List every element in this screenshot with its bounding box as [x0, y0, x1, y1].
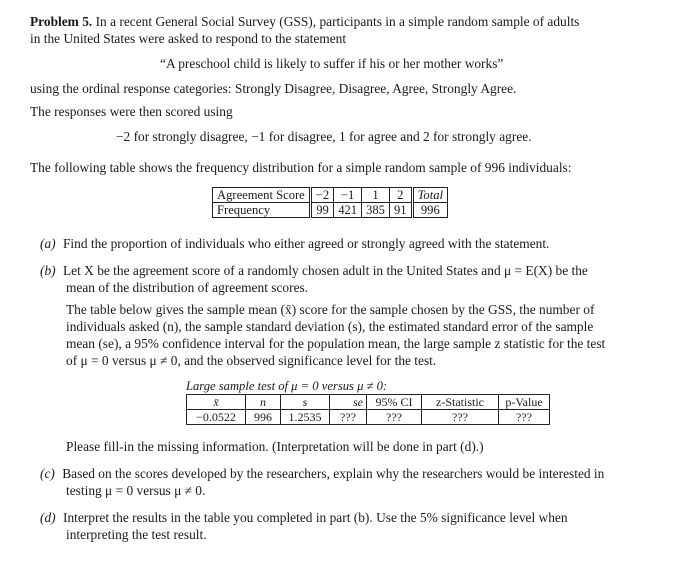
value-cell: 1.2535 [281, 410, 330, 425]
part-b-para-4: of μ = 0 versus μ ≠ 0, and the observed significance level for the test. [66, 353, 437, 368]
frequency-cell: 99 [310, 203, 333, 218]
frequency-cell: 385 [362, 203, 390, 218]
problem-intro-line-2: in the United States were asked to respond to the statement [30, 31, 347, 46]
part-b-para-3: mean (se), a 95% confidence interval for the population mean, the large sample z statistic for the test [66, 336, 606, 351]
fill-in-instruction: Please fill-in the missing information. (Interpretation will be done in part (d).) [66, 439, 484, 454]
total-cell: 996 [412, 203, 447, 218]
score-header: Agreement Score [213, 188, 311, 203]
total-header: Total [412, 188, 447, 203]
part-b-text-1: Let X be the agreement score of a randomly chosen adult in the United States and μ = E(X) be the [62, 263, 588, 278]
score-cell: 1 [362, 188, 390, 203]
header-cell: n [246, 395, 281, 410]
header-cell: s [281, 395, 330, 410]
problem-intro-text-1: In a recent General Social Survey (GSS), participants in a simple random sample of adults [95, 14, 580, 29]
frequency-table-count-row [213, 203, 448, 218]
scoring-intro-line: The responses were then scored using [30, 104, 233, 119]
frequency-table-score-row [213, 188, 448, 203]
part-a-label: (a) [40, 236, 56, 251]
header-cell: x̄ [187, 395, 246, 410]
score-cell: −1 [334, 188, 362, 203]
part-c-text-1: Based on the scores developed by the researchers, explain why the researchers would be interested in [62, 466, 605, 481]
frequency-table [212, 187, 448, 218]
part-b-label: (b) [40, 263, 56, 278]
header-cell: 95% CI [367, 395, 422, 410]
response-categories-line: using the ordinal response categories: Strongly Disagree, Disagree, Agree, Strongly Agree. [30, 81, 517, 96]
part-a [40, 236, 549, 252]
frequency-header: Frequency [213, 203, 311, 218]
test-table-caption: Large sample test of μ = 0 versus μ ≠ 0: [186, 379, 388, 393]
frequency-cell: 91 [389, 203, 412, 218]
value-cell: 996 [246, 410, 281, 425]
scoring-rule-line: −2 for strongly disagree, −1 for disagree, 1 for agree and 2 for strongly agree. [116, 129, 532, 144]
problem-label: Problem 5. [30, 14, 93, 29]
table-intro-line: The following table shows the frequency distribution for a simple random sample of 996 individuals: [30, 160, 572, 175]
part-c-line-2: testing μ = 0 versus μ ≠ 0. [66, 483, 206, 498]
problem-intro-line-1 [30, 14, 579, 30]
header-cell: p-Value [499, 395, 550, 410]
header-cell: z-Statistic [422, 395, 499, 410]
part-b-para-2: individuals asked (n), the sample standard deviation (s), the estimated standard error of the sample [66, 319, 594, 334]
value-cell: ??? [499, 410, 550, 425]
value-cell: ??? [330, 410, 367, 425]
part-b-line-2: mean of the distribution of agreement scores. [66, 280, 309, 295]
test-results-table [186, 394, 550, 425]
part-c-line-1 [40, 466, 604, 482]
part-b-line-1 [40, 263, 588, 279]
part-d-label: (d) [40, 510, 56, 525]
frequency-cell: 421 [334, 203, 362, 218]
header-cell: se [330, 395, 367, 410]
part-b-para-1: The table below gives the sample mean (x̄) score for the sample chosen by the GSS, the number of [66, 302, 595, 317]
part-d-line-1 [40, 510, 568, 526]
test-table-value-row [187, 410, 550, 425]
part-d-line-2: interpreting the test result. [66, 527, 207, 542]
part-c-label: (c) [40, 466, 55, 481]
part-a-text: Find the proportion of individuals who either agreed or strongly agreed with the statement. [62, 236, 550, 251]
score-cell: −2 [310, 188, 333, 203]
test-table-header-row [187, 395, 550, 410]
score-cell: 2 [389, 188, 412, 203]
value-cell: −0.0522 [187, 410, 246, 425]
part-d-text-1: Interpret the results in the table you completed in part (b). Use the 5% significance level when [62, 510, 568, 525]
value-cell: ??? [367, 410, 422, 425]
quoted-statement: “A preschool child is likely to suffer if his or her mother works” [160, 56, 504, 71]
value-cell: ??? [422, 410, 499, 425]
